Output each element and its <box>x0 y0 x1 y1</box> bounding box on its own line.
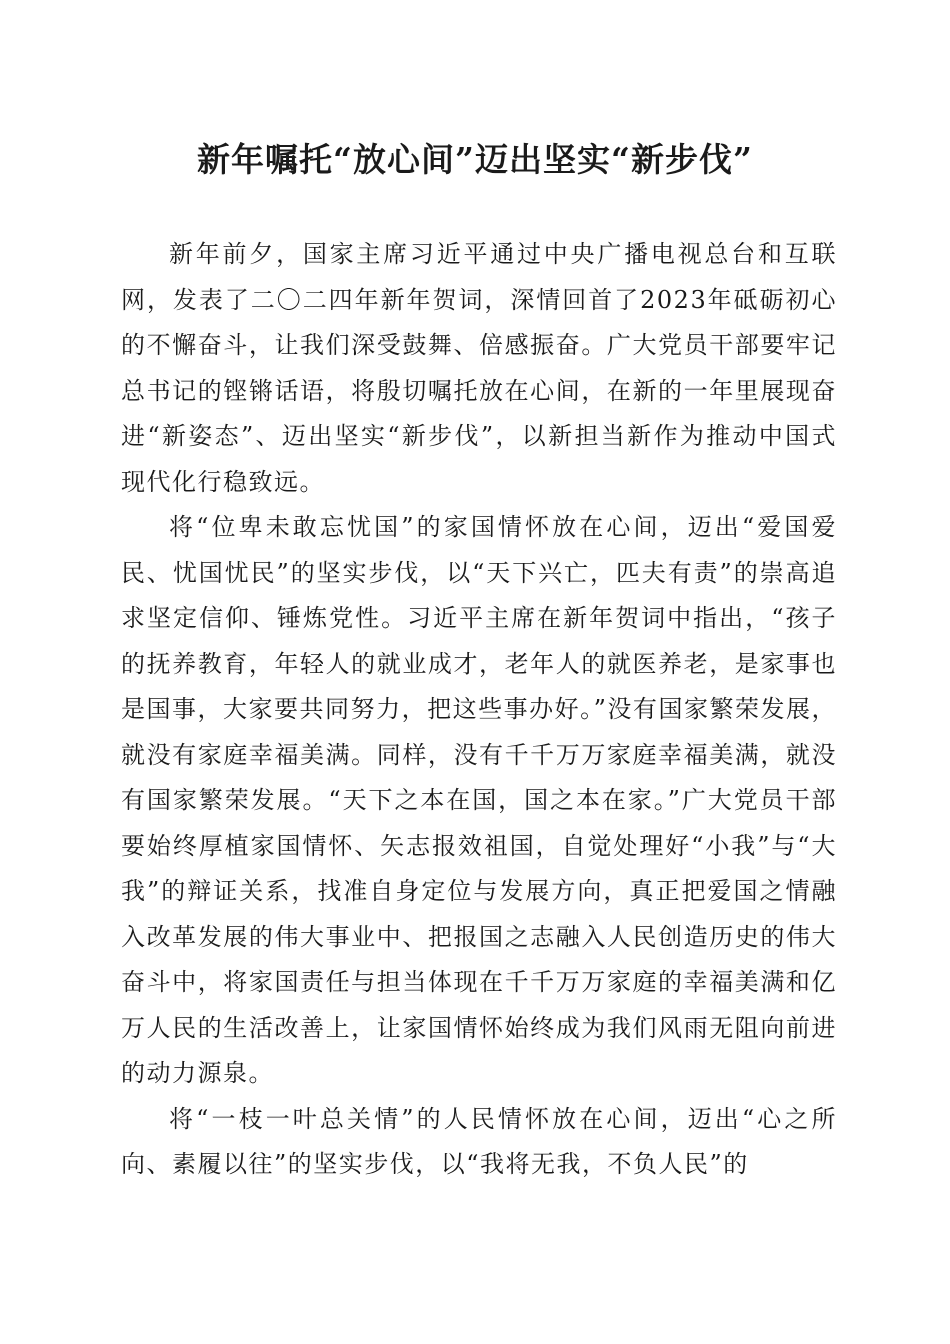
paragraph-3: 将“一枝一叶总关情”的人民情怀放在心间，迈出“心之所向、素履以往”的坚实步伐，以“我将无我，不负人民”的 <box>121 1104 837 1178</box>
paragraph-2: 将“位卑未敢忘忧国”的家国情怀放在心间，迈出“爱国爱民、忧国忧民”的坚实步伐，以“天下兴亡，匹夫有责”的崇高追求坚定信仰、锤炼党性。习近平主席在新年贺词中指出，“孩子的抚养教育，年轻人的就业成才，老年人的就医养老，是家事也是国事，大家要共同努力，把这些事办好。”没有国家繁荣发展，就没有家庭幸福美满。同样，没有千千万万家庭幸福美满，就没有国家繁荣发展。“天下之本在国，国之本在家。”广大党员干部要始终厚植家国情怀、矢志报效祖国，自觉处理好“小我”与“大我”的辩证关系，找准自身定位与发展方向，真正把爱国之情融入改革发展的伟大事业中、把报国之志融入人民创造历史的伟大奋斗中，将家国责任与担当体现在千千万万家庭的幸福美满和亿万人民的生活改善上，让家国情怀始终成为我们风雨无阻向前进的动力源泉。 <box>121 513 837 1087</box>
document-body <box>121 232 837 1188</box>
document-title: 新年嘱托“放心间”迈出坚实“新步伐” <box>197 140 753 179</box>
paragraph-1: 新年前夕，国家主席习近平通过中央广播电视总台和互联网，发表了二〇二四年新年贺词，深情回首了2023年砥砺初心的不懈奋斗，让我们深受鼓舞、倍感振奋。广大党员干部要牢记总书记的铿锵话语，将殷切嘱托放在心间，在新的一年里展现奋进“新姿态”、迈出坚实“新步伐”，以新担当新作为推动中国式现代化行稳致远。 <box>121 240 837 496</box>
